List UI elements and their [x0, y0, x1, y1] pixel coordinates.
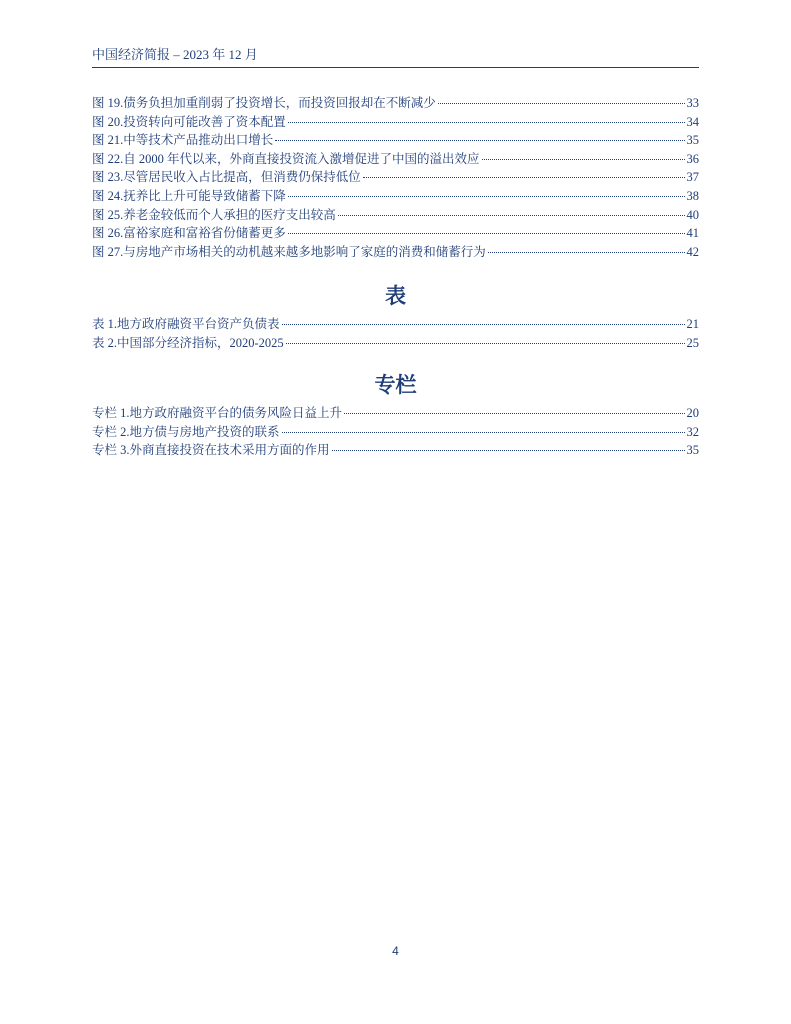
dot-leader [288, 122, 685, 123]
toc-entry[interactable] [92, 243, 699, 262]
tables-heading: 表 [385, 284, 406, 308]
entry-title: 自 2000 年代以来，外商直接投资流入激增促进了中国的溢出效应 [123, 151, 480, 166]
entry-page-number: 25 [686, 335, 699, 350]
boxes-list [92, 404, 699, 460]
toc-entry[interactable] [92, 131, 699, 150]
dot-leader [282, 432, 685, 433]
dot-leader [288, 233, 685, 234]
entry-number: 图 27. [92, 244, 124, 259]
boxes-heading: 专栏 [374, 373, 417, 397]
entry-title: 尽管居民收入占比提高，但消费仍保持低位 [123, 170, 361, 185]
toc-entry[interactable] [92, 441, 699, 460]
dot-leader [282, 324, 685, 325]
entry-number: 专栏 3. [92, 443, 130, 458]
dot-leader [344, 413, 684, 414]
running-header: 中国经济简报 – 2023 年 12 月 [92, 47, 258, 62]
entry-number: 图 24. [92, 188, 124, 203]
dot-leader [275, 140, 684, 141]
header-rule [92, 67, 699, 68]
entry-number: 图 25. [92, 207, 124, 222]
entry-title: 债务负担加重削弱了投资增长，而投资回报却在不断减少 [123, 96, 436, 110]
entry-page-number: 20 [686, 406, 699, 420]
entry-number: 图 19. [92, 96, 124, 110]
toc-entry[interactable] [92, 187, 699, 206]
toc-entry[interactable] [92, 404, 699, 423]
entry-page-number: 41 [686, 226, 699, 241]
toc-entry[interactable] [92, 94, 699, 113]
entry-title: 养老金较低而个人承担的医疗支出较高 [123, 207, 336, 222]
toc-entry[interactable] [92, 423, 699, 442]
toc-entry[interactable] [92, 168, 699, 187]
entry-number: 图 21. [92, 133, 124, 148]
dot-leader [482, 159, 685, 160]
entry-page-number: 34 [686, 114, 699, 129]
dot-leader [438, 103, 685, 104]
entry-title: 地方政府融资平台资产负债表 [117, 317, 280, 331]
entry-page-number: 42 [686, 244, 699, 259]
entry-page-number: 40 [686, 207, 699, 222]
toc-entry[interactable] [92, 224, 699, 243]
entry-page-number: 37 [686, 170, 699, 185]
entry-number: 表 2. [92, 335, 118, 350]
figures-list [92, 94, 699, 261]
entry-number: 图 23. [92, 170, 124, 185]
entry-title: 地方债与房地产投资的联系 [129, 424, 280, 439]
toc-entry[interactable] [92, 113, 699, 132]
entry-title: 与房地产市场相关的动机越来越多地影响了家庭的消费和储蓄行为 [123, 244, 486, 259]
page-number: 4 [392, 944, 399, 958]
toc-entry[interactable] [92, 315, 699, 334]
entry-title: 富裕家庭和富裕省份储蓄更多 [123, 226, 286, 241]
dot-leader [363, 177, 685, 178]
entry-title: 中国部分经济指标，2020-2025 [117, 335, 284, 350]
entry-number: 图 22. [92, 151, 124, 166]
dot-leader [338, 215, 685, 216]
entry-page-number: 35 [686, 133, 699, 148]
entry-page-number: 36 [686, 151, 699, 166]
entry-title: 地方政府融资平台的债务风险日益上升 [129, 406, 343, 420]
dot-leader [332, 450, 685, 451]
entry-page-number: 33 [686, 96, 699, 110]
entry-page-number: 35 [686, 443, 699, 458]
entry-page-number: 32 [686, 424, 699, 439]
entry-number: 表 1. [92, 317, 118, 331]
dot-leader [288, 196, 685, 197]
entry-number: 专栏 1. [92, 406, 130, 420]
entry-number: 图 20. [92, 114, 124, 129]
toc-entry[interactable] [92, 150, 699, 169]
entry-number: 图 26. [92, 226, 124, 241]
entry-page-number: 38 [686, 188, 699, 203]
entry-title: 抚养比上升可能导致储蓄下降 [123, 188, 286, 203]
tables-list [92, 315, 699, 352]
toc-entry[interactable] [92, 334, 699, 353]
dot-leader [286, 343, 685, 344]
toc-entry[interactable] [92, 206, 699, 225]
entry-title: 中等技术产品推动出口增长 [123, 133, 274, 148]
dot-leader [488, 252, 685, 253]
entry-number: 专栏 2. [92, 424, 130, 439]
entry-title: 投资转向可能改善了资本配置 [123, 114, 286, 129]
entry-title: 外商直接投资在技术采用方面的作用 [129, 443, 330, 458]
entry-page-number: 21 [686, 317, 699, 331]
